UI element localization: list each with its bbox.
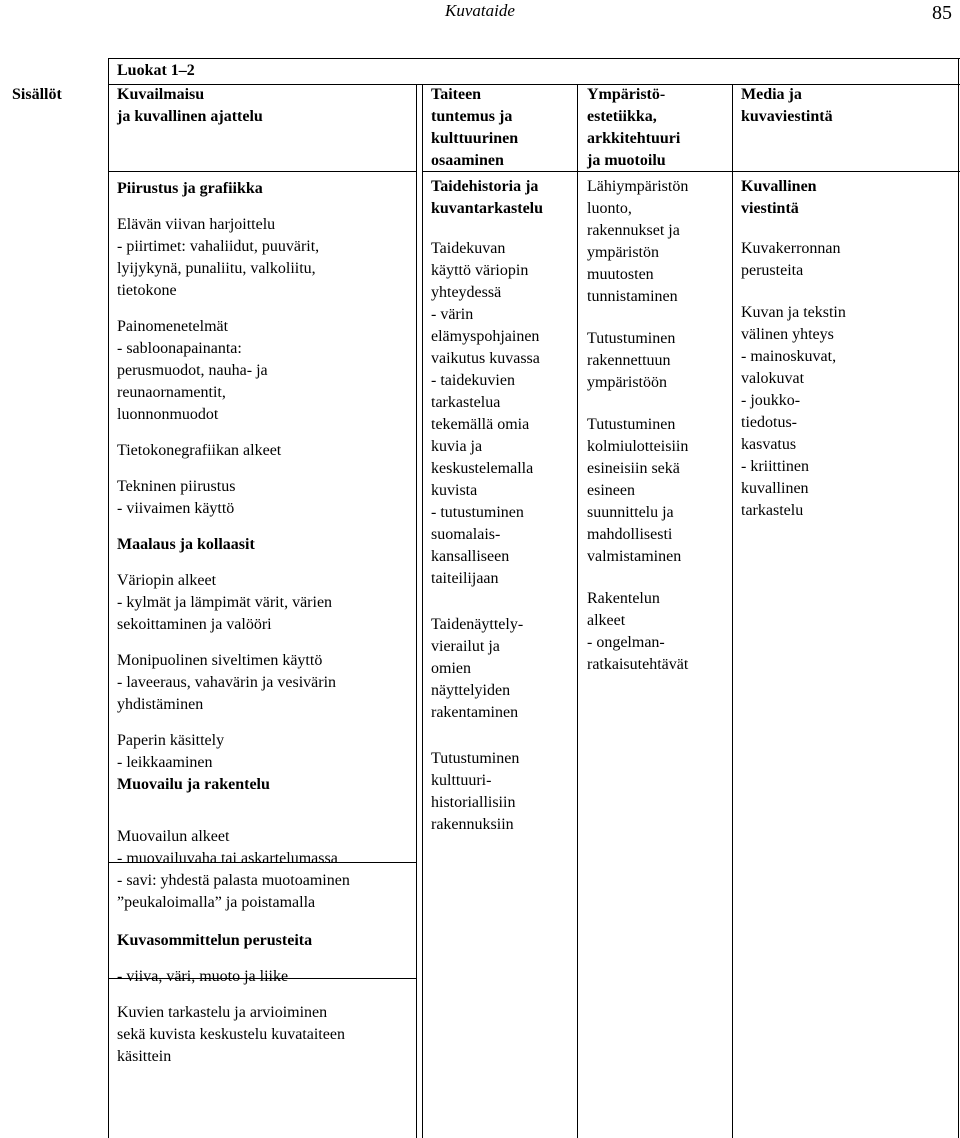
text-line: kuvallinen (741, 480, 809, 497)
text-line: esineen (587, 482, 635, 499)
text-line: - savi: yhdestä palasta muotoaminen (117, 872, 350, 889)
text-block (431, 614, 573, 724)
text-line: Muovailun alkeet (117, 828, 230, 845)
heading-line: kuvaviestintä (741, 108, 833, 125)
grid-col-divider-1 (108, 58, 109, 1138)
grid-col-divider-2 (416, 84, 417, 1138)
section-title-painting: Maalaus ja kollaasit (117, 536, 255, 553)
text-line: Paperin käsittely (117, 732, 225, 749)
section-title-art-history (431, 176, 573, 220)
text-line: mahdollisesti (587, 526, 673, 543)
text-line: Kuvan ja tekstin (741, 304, 846, 321)
text-line: Tekninen piirustus (117, 478, 236, 495)
text-block (117, 570, 412, 636)
text-line: Painomenetelmät (117, 318, 229, 335)
text-line: alkeet (587, 612, 626, 629)
text-block (117, 826, 412, 914)
text-line: Kuvien tarkastelu ja arvioiminen (117, 1004, 328, 1021)
text-line: - viiva, väri, muoto ja liike (117, 968, 289, 985)
text-line: - piirtimet: vahaliidut, puuvärit, (117, 238, 320, 255)
grade-heading: Luokat 1–2 (117, 62, 195, 79)
grid-top-rule (108, 58, 960, 59)
text-line: Lähiympäristön (587, 178, 689, 195)
col2-heading (431, 84, 573, 172)
text-line: sekä kuvista keskustelu kuvataiteen (117, 1026, 345, 1043)
text-line: kulttuuri- (431, 772, 492, 789)
title-line: Taidehistoria ja (431, 178, 539, 195)
text-line: tarkastelua (431, 394, 501, 411)
heading-line: Ympäristö- (587, 86, 666, 103)
text-line: Rakentelun (587, 590, 660, 607)
text-line: yhteydessä (431, 284, 502, 301)
text-line: Taidenäyttely- (431, 616, 524, 633)
heading-line: ja muotoilu (587, 152, 666, 169)
text-line: luonnonmuodot (117, 406, 219, 423)
text-line: - leikkaaminen (117, 754, 213, 771)
heading-line: Taiteen (431, 86, 482, 103)
text-line: suomalais- (431, 526, 501, 543)
text-line: omien (431, 660, 471, 677)
text-line: tekemällä omia (431, 416, 530, 433)
heading-line: Media ja (741, 86, 802, 103)
text-block (587, 414, 729, 568)
col1-heading-2: ja kuvallinen ajattelu (117, 108, 263, 125)
running-header-title: Kuvataide (445, 1, 515, 20)
text-block (587, 588, 729, 676)
text-line: vaikutus kuvassa (431, 350, 540, 367)
text-line: kolmiulotteisiin (587, 438, 689, 455)
title-line: Kuvallinen (741, 178, 817, 195)
text-block (117, 316, 412, 426)
text-line: käsittein (117, 1048, 172, 1065)
title-line: kuvantarkastelu (431, 200, 544, 217)
text-block (431, 748, 573, 836)
section-title-modelling: Muovailu ja rakentelu (117, 776, 270, 793)
text-line: rakennettuun (587, 352, 671, 369)
text-line: rakennuksiin (431, 816, 514, 833)
row-label: Sisällöt (12, 86, 62, 103)
text-line: näyttelyiden (431, 682, 511, 699)
heading-line: arkkitehtuuri (587, 130, 681, 147)
text-line: Taidekuvan (431, 240, 506, 257)
text-line: ”peukaloimalla” ja poistamalla (117, 894, 316, 911)
text-line: - mainoskuvat, (741, 348, 837, 365)
text-line: Kuvakerronnan (741, 240, 841, 257)
grid-col-divider-6 (958, 58, 959, 1138)
title-line: viestintä (741, 200, 799, 217)
col3-heading (587, 84, 729, 172)
text-line: - ongelman- (587, 634, 665, 651)
text-line: tiedotus- (741, 414, 797, 431)
text-line: Tutustuminen (587, 416, 676, 433)
text-block (117, 476, 412, 520)
section-title-visual-communication (741, 176, 955, 220)
text-line: lyijykynä, punaliitu, valkoliitu, (117, 260, 316, 277)
text-line: kuvia ja (431, 438, 483, 455)
text-line: luonto, (587, 200, 632, 217)
text-line: keskustelemalla (431, 460, 534, 477)
text-line: perusteita (741, 262, 804, 279)
text-block (741, 238, 955, 282)
text-block (117, 1002, 412, 1068)
text-line: Väriopin alkeet (117, 572, 217, 589)
text-line: Tietokonegrafiikan alkeet (117, 442, 282, 459)
section-title-drawing: Piirustus ja grafiikka (117, 180, 263, 197)
text-line: välinen yhteys (741, 326, 834, 343)
text-line: ympäristön (587, 244, 659, 261)
text-block (117, 440, 412, 462)
column-environment (587, 84, 729, 676)
text-line: - muovailuvaha tai askartelumassa (117, 850, 338, 867)
text-line: esineisiin sekä (587, 460, 680, 477)
text-line: taiteilijaan (431, 570, 499, 587)
text-line: kasvatus (741, 436, 797, 453)
text-line: tietokone (117, 282, 177, 299)
grid-col-divider-4 (577, 84, 578, 1138)
text-line: valmistaminen (587, 548, 682, 565)
grid-col-divider-3 (422, 84, 423, 1138)
text-line: tunnistaminen (587, 288, 678, 305)
col1-heading-1: Kuvailmaisu (117, 86, 205, 103)
text-line: perusmuodot, nauha- ja (117, 362, 268, 379)
column-media (741, 84, 955, 522)
page-number: 85 (932, 2, 952, 24)
heading-line: estetiikka, (587, 108, 657, 125)
text-line: suunnittelu ja (587, 504, 674, 521)
text-block (587, 328, 729, 394)
text-line: - taidekuvien (431, 372, 515, 389)
text-line: - kriittinen (741, 458, 809, 475)
column-visual-expression (117, 84, 412, 1068)
text-line: rakentaminen (431, 704, 519, 721)
text-line: Tutustuminen (587, 330, 676, 347)
heading-line: tuntemus ja (431, 108, 513, 125)
text-block (587, 176, 729, 308)
column-art-knowledge (431, 84, 573, 836)
text-line: - joukko- (741, 392, 801, 409)
text-line: yhdistäminen (117, 696, 204, 713)
text-line: Tutustuminen (431, 750, 520, 767)
text-line: - viivaimen käyttö (117, 500, 235, 517)
heading-line: osaaminen (431, 152, 504, 169)
text-line: rakennukset ja (587, 222, 680, 239)
text-line: - tutustuminen (431, 504, 524, 521)
text-line: käyttö väriopin (431, 262, 529, 279)
text-block (117, 214, 412, 302)
text-block (117, 730, 412, 774)
text-line: Monipuolinen siveltimen käyttö (117, 652, 323, 669)
text-line: - laveeraus, vahavärin ja vesivärin (117, 674, 337, 691)
text-line: - kylmät ja lämpimät värit, värien (117, 594, 333, 611)
text-block (431, 238, 573, 590)
section-title-composition: Kuvasommittelun perusteita (117, 932, 313, 949)
text-line: sekoittaminen ja valööri (117, 616, 272, 633)
grid-col-divider-5 (732, 84, 733, 1138)
col4-heading (741, 84, 955, 128)
text-line: vierailut ja (431, 638, 500, 655)
text-block (741, 302, 955, 522)
text-line: - värin (431, 306, 474, 323)
text-line: valokuvat (741, 370, 805, 387)
text-line: muutosten (587, 266, 654, 283)
text-line: kuvista (431, 482, 478, 499)
text-line: - sabloonapainanta: (117, 340, 242, 357)
heading-line: kulttuurinen (431, 130, 519, 147)
text-line: ratkaisutehtävät (587, 656, 689, 673)
text-line: elämyspohjainen (431, 328, 540, 345)
text-block (117, 966, 412, 988)
text-line: kansalliseen (431, 548, 510, 565)
text-line: Elävän viivan harjoittelu (117, 216, 276, 233)
text-line: reunaornamentit, (117, 384, 226, 401)
text-block (117, 650, 412, 716)
text-line: ympäristöön (587, 374, 667, 391)
text-line: tarkastelu (741, 502, 804, 519)
text-line: historiallisiin (431, 794, 516, 811)
